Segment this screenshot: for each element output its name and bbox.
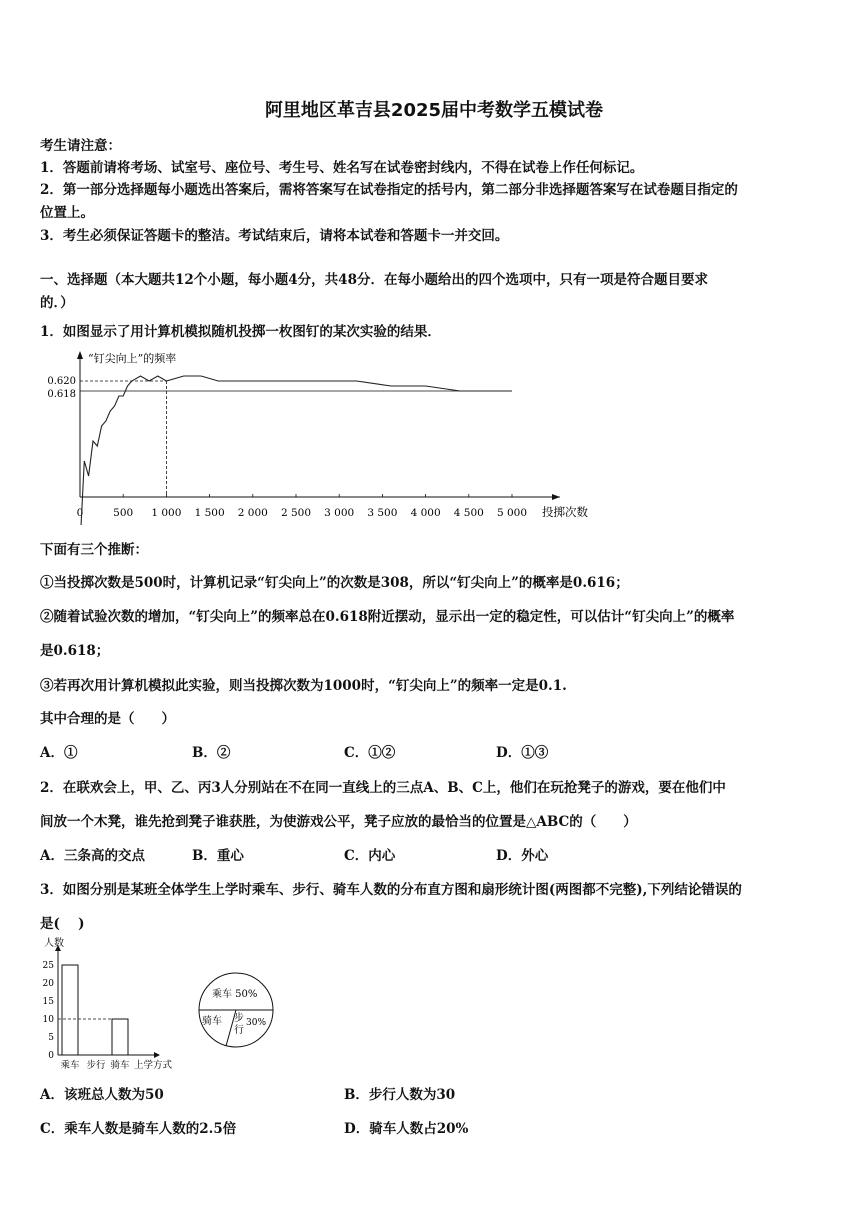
- x-tick-label: 3 500: [367, 507, 398, 519]
- x-tick-label: 4 500: [453, 507, 484, 519]
- q3-option-a[interactable]: A．该班总人数为50: [40, 1087, 164, 1103]
- x-tick-label: 4 000: [410, 507, 441, 519]
- q3-histogram: [40, 935, 190, 1075]
- hist-category-label: 骑车: [110, 1060, 130, 1071]
- q1-option-d[interactable]: D．①③: [496, 745, 549, 761]
- q1-statement-3: ③若再次用计算机模拟此实验，则当投掷次数为1000时，“钉尖向上”的频率一定是0.1.: [40, 678, 567, 694]
- notice-heading: 考生请注意：: [40, 138, 121, 154]
- pie-label-car: 乘车 50%: [212, 989, 258, 1000]
- frequency-chart-plot: [47, 351, 588, 525]
- q3-option-d[interactable]: D．骑车人数占20%: [344, 1121, 469, 1137]
- x-axis-arrow: [552, 494, 560, 500]
- pie-label-bike: 骑车: [202, 1016, 222, 1027]
- histogram-plot: [43, 936, 173, 1071]
- q3-stem: 3．如图分别是某班全体学生上学时乘车、步行、骑车人数的分布直方图和扇形统计图(两图都不完整),下列结论错误的: [40, 882, 742, 898]
- x-tick-label: 2 000: [237, 507, 268, 519]
- q2-stem-cont: 间放一个木凳，谁先抢到凳子谁获胜，为使游戏公平，凳子应放的最恰当的位置是△ABC的（ ）: [40, 814, 637, 830]
- hist-y-tick-label: 20: [42, 979, 54, 989]
- notice-item-2: 2．第一部分选择题每小题选出答案后，需将答案写在试卷指定的括号内，第二部分非选择题答案写在试卷题目指定的: [40, 182, 738, 198]
- q1-statement-1: ①当投掷次数是500时，计算机记录“钉尖向上”的次数是308，所以“钉尖向上”的概率是0.616；: [40, 575, 629, 591]
- hist-category-label: 步行: [86, 1060, 106, 1071]
- q3-pie-chart: [196, 970, 276, 1050]
- pie-label-walk-percent: 30%: [246, 1018, 267, 1028]
- y-tick-label-0620: 0.620: [47, 376, 76, 387]
- q1-frequency-chart: [40, 345, 610, 525]
- q1-statement-2-cont: 是0.618；: [40, 643, 110, 659]
- hist-y-tick-label: 10: [42, 1015, 54, 1025]
- hist-x-label: 上学方式: [134, 1060, 173, 1071]
- hist-bar-乘车: [62, 965, 78, 1055]
- hist-y-tick-label: 5: [48, 1033, 54, 1043]
- notice-item-2-cont: 位置上。: [40, 205, 94, 221]
- x-tick-label: 0: [76, 507, 84, 519]
- pie-plot: [199, 973, 273, 1047]
- q1-stem: 1．如图显示了用计算机模拟随机投掷一枚图钉的某次实验的结果．: [40, 324, 441, 340]
- x-axis-label: 投掷次数: [542, 505, 588, 519]
- x-tick-label: 500: [113, 507, 134, 519]
- hist-x-axis-arrow: [154, 1052, 160, 1058]
- section-heading-cont: 的．）: [40, 295, 74, 311]
- q2-stem: 2．在联欢会上，甲、乙、丙3人分别站在不在同一直线上的三点A、B、C上，他们在玩抢凳子的游戏，要在他们中: [40, 780, 726, 796]
- q1-option-c[interactable]: C．①②: [344, 745, 396, 761]
- hist-y-label: 人数: [44, 938, 64, 949]
- q2-option-b[interactable]: B．重心: [192, 848, 244, 864]
- notice-item-3: 3．考生必须保证答题卡的整洁。考试结束后，请将本试卷和答题卡一并交回。: [40, 228, 509, 244]
- q3-option-c[interactable]: C．乘车人数是骑车人数的2.5倍: [40, 1121, 237, 1137]
- section-heading: 一、选择题（本大题共12个小题，每小题4分，共48分．在每小题给出的四个选项中，只有一项是符合题目要求: [40, 272, 708, 288]
- y-axis-label: “钉尖向上”的频率: [88, 352, 177, 365]
- hist-y-tick-label: 15: [42, 997, 54, 1007]
- x-tick-label: 1 000: [151, 507, 182, 519]
- x-tick-label: 5 000: [496, 507, 528, 519]
- exam-title: 阿里地区革吉县2025届中考数学五模试卷: [264, 100, 604, 121]
- y-axis-arrow: [77, 351, 83, 359]
- q2-option-d[interactable]: D．外心: [496, 848, 549, 864]
- q3-option-b[interactable]: B．步行人数为30: [344, 1087, 456, 1103]
- pie-label-walk-1: 步: [234, 1013, 244, 1024]
- q1-statement-2: ②随着试验次数的增加，“钉尖向上”的频率总在0.618附近摆动，显示出一定的稳定性，可以估计“钉尖向上”的概率: [40, 609, 735, 625]
- hist-bar-骑车: [112, 1019, 128, 1055]
- hist-category-label: 乘车: [60, 1060, 80, 1071]
- x-tick-label: 1 500: [194, 507, 225, 519]
- pie-label-walk-2: 行: [234, 1025, 244, 1036]
- x-tick-label: 3 000: [324, 507, 355, 519]
- hist-y-tick-label: 0: [48, 1051, 54, 1061]
- notice-item-1: 1．答题前请将考场、试室号、座位号、考生号、姓名写在试卷密封线内，不得在试卷上作任何标记。: [40, 160, 644, 176]
- q1-option-a[interactable]: A．①: [40, 745, 78, 761]
- q1-option-b[interactable]: B．②: [192, 745, 231, 761]
- q2-option-c[interactable]: C．内心: [344, 848, 396, 864]
- q1-ask: 其中合理的是（ ）: [40, 711, 175, 727]
- x-tick-label: 2 500: [280, 507, 312, 519]
- q3-stem-cont: 是( ): [40, 916, 85, 932]
- hist-y-tick-label: 25: [42, 961, 54, 971]
- frequency-series-line: [80, 376, 512, 525]
- q2-option-a[interactable]: A．三条高的交点: [40, 848, 145, 864]
- q1-intro: 下面有三个推断：: [40, 542, 148, 558]
- y-tick-label-0618: 0.618: [47, 389, 76, 400]
